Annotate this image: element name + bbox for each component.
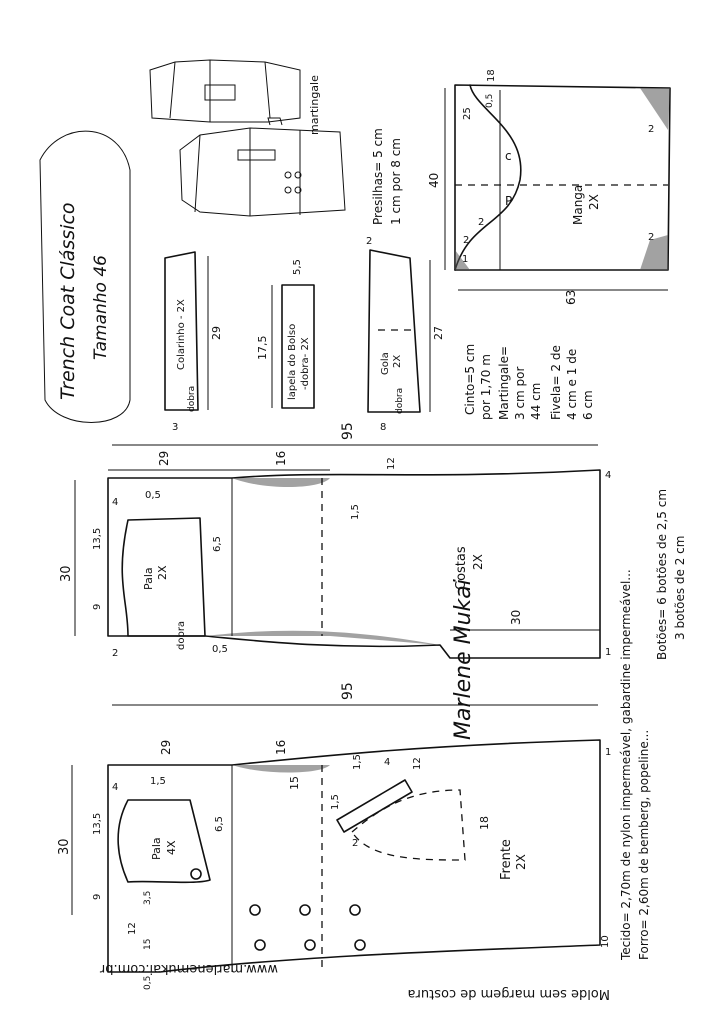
sleeve-piece xyxy=(427,69,670,305)
page-size: Tamanho 46 xyxy=(91,255,111,360)
front-d10: 10 xyxy=(600,935,611,948)
collar-height: 8 xyxy=(380,422,387,433)
front-yoke-piece xyxy=(57,765,225,990)
front-d15: 15 xyxy=(288,776,301,790)
front-yoke-d05: 0,5 xyxy=(143,975,153,990)
front-button xyxy=(250,905,260,915)
note-passants: Presilhas= 5 cm xyxy=(371,128,385,225)
signature: Marlene Mukai xyxy=(451,579,476,740)
front-yoke-h30: 30 xyxy=(57,838,72,855)
collar-qty: 2X xyxy=(392,354,403,368)
front-yoke-d65: 6,5 xyxy=(214,816,225,832)
front-length: 95 xyxy=(340,682,356,700)
back-yoke-d65: 6,5 xyxy=(212,536,223,552)
pocket-flap-height: 5,5 xyxy=(292,259,303,275)
front-d1: 1 xyxy=(605,747,612,758)
collar-name: Gola xyxy=(380,352,391,375)
front-yoke-d35: 3,5 xyxy=(143,890,153,905)
website: www.marlenemukai.com.br xyxy=(99,961,278,976)
back-yoke-h30: 30 xyxy=(59,565,74,582)
sleeve-m2b: 2 xyxy=(648,232,655,243)
collar-stand-length: 29 xyxy=(210,326,223,340)
page-title: Trench Coat Clássico xyxy=(57,202,79,400)
back-yoke-d135: 13,5 xyxy=(92,527,103,550)
sleeve-label-p: P xyxy=(505,194,513,208)
front-button xyxy=(300,905,310,915)
sleeve-label-c: c xyxy=(505,149,512,163)
back-m1: 1 xyxy=(605,647,612,658)
sleeve-m1: 1 xyxy=(462,254,469,265)
passants-width: 12 xyxy=(386,457,397,470)
front-yoke-name: Pala xyxy=(150,837,163,860)
materials-fabric: Tecido= 2,70m de nylon impermeável, gabardine impermeável... xyxy=(619,569,633,960)
front-yoke-d12: 12 xyxy=(127,922,138,935)
front-yoke-d15b: 15 xyxy=(143,938,153,950)
front-yoke-d135: 13,5 xyxy=(92,812,103,835)
note-passants-2: 1 cm por 8 cm xyxy=(389,138,403,225)
sleeve-m18: 18 xyxy=(486,69,497,82)
sleeve-name: Manga xyxy=(571,184,585,225)
front-yoke-d15: 1,5 xyxy=(150,776,166,787)
collar-length: 27 xyxy=(432,326,445,340)
pocket-flap-name: lapela do Bolso xyxy=(287,323,298,400)
materials-block xyxy=(619,489,687,961)
back-yoke-d05: 0,5 xyxy=(212,644,228,655)
back-yoke-d2: 2 xyxy=(112,648,119,659)
back-m15: 1,5 xyxy=(350,504,361,520)
front-button xyxy=(305,940,315,950)
note-belt: Cinto=5 cm xyxy=(463,343,477,415)
back-length: 95 xyxy=(340,422,356,440)
back-qty: 2X xyxy=(471,554,485,570)
front-d4: 4 xyxy=(384,757,391,768)
note-martingale-3: 44 cm xyxy=(529,382,543,420)
sleeve-m25: 25 xyxy=(462,107,473,120)
pocket-flap-qty: -dobra- 2X xyxy=(300,337,311,390)
front-name: Frente xyxy=(499,839,514,880)
notes-accessories xyxy=(463,344,595,420)
back-yoke-name: Pala xyxy=(142,567,155,590)
note-buckle: Fivela= 2 de xyxy=(549,345,563,420)
collar-stand-name: Colarinho - 2X xyxy=(176,299,187,370)
trench-coat-illustration xyxy=(150,60,345,216)
back-m4: 4 xyxy=(605,470,612,481)
back-m05: 0,5 xyxy=(145,490,161,501)
materials-buttons-2: 3 botões de 2 cm xyxy=(673,535,687,640)
no-seam-note: Molde sem margem de costura xyxy=(407,986,610,1001)
sleeve-height: 40 xyxy=(427,172,441,188)
pocket-flap-length: 17,5 xyxy=(256,335,269,360)
front-button xyxy=(255,940,265,950)
back-yoke-qty: 2X xyxy=(156,565,169,580)
collar-stand-height: 3 xyxy=(172,422,179,433)
front-d15c: 1,5 xyxy=(352,754,363,770)
front-yoke-d4: 4 xyxy=(112,782,119,793)
back-d29: 29 xyxy=(157,450,171,466)
martingale-label: martingale xyxy=(308,75,321,135)
sleeve-m2c: 2 xyxy=(463,235,470,246)
sleeve-m2a: 2 xyxy=(648,124,655,135)
front-yoke-qty: 4X xyxy=(165,840,178,855)
back-name: Costas xyxy=(454,546,469,590)
back-d16: 16 xyxy=(274,450,288,466)
collar-stand-piece xyxy=(165,252,223,433)
front-d12: 12 xyxy=(412,757,423,770)
back-yoke-d9: 9 xyxy=(92,603,103,610)
sleeve-width: 63 xyxy=(564,289,578,305)
front-qty: 2X xyxy=(514,854,528,870)
front-d29: 29 xyxy=(159,739,173,755)
note-buckle-2: 4 cm e 1 de xyxy=(565,348,579,420)
title-block xyxy=(40,131,130,422)
note-buckle-3: 6 cm xyxy=(581,390,595,420)
note-martingale-2: 3 cm por xyxy=(513,366,527,420)
back-d30: 30 xyxy=(509,609,523,625)
materials-buttons: Botões= 6 botões de 2,5 cm xyxy=(655,488,669,660)
front-yoke-d9: 9 xyxy=(92,893,103,900)
front-d18: 18 xyxy=(478,816,491,830)
note-martingale: Martingale= xyxy=(497,345,511,420)
front-d2: 2 xyxy=(352,838,359,849)
front-d15b: 1,5 xyxy=(330,794,341,810)
sleeve-qty: 2X xyxy=(587,194,601,210)
front-d16: 16 xyxy=(274,739,288,755)
sleeve-m05: 0,5 xyxy=(485,93,495,108)
back-yoke-piece xyxy=(59,480,228,659)
back-yoke-fold: dobra xyxy=(176,620,187,650)
collar-stand-fold: dobra xyxy=(187,385,197,412)
notes-passants xyxy=(371,128,403,225)
front-yoke-button xyxy=(191,869,201,879)
back-yoke-d4: 4 xyxy=(112,497,119,508)
collar-mark: 2 xyxy=(366,236,373,247)
front-piece xyxy=(108,682,611,972)
front-button xyxy=(355,940,365,950)
sleeve-m2d: 2 xyxy=(478,217,485,228)
collar-piece xyxy=(366,236,445,433)
note-belt-2: por 1,70 m xyxy=(479,354,493,420)
front-button xyxy=(350,905,360,915)
materials-lining: Forro= 2,60m de bemberg, popeline... xyxy=(637,729,651,960)
pocket-flap-piece xyxy=(256,259,314,408)
collar-fold: dobra xyxy=(395,387,405,414)
